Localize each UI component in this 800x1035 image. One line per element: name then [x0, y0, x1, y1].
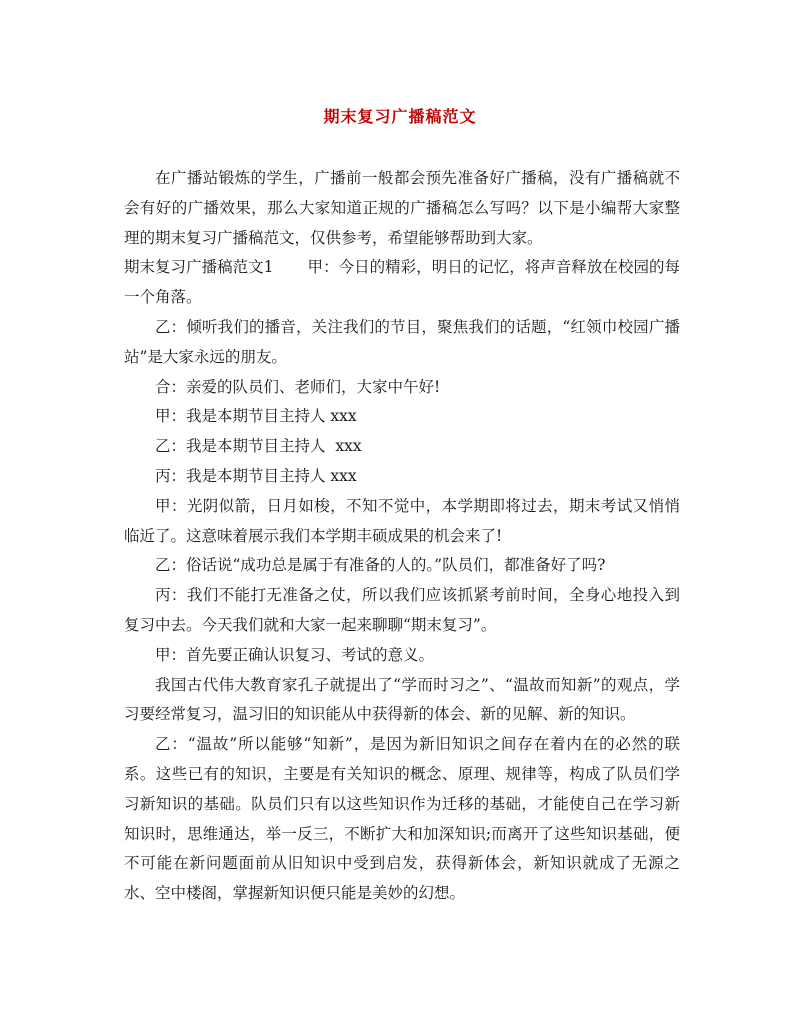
paragraph: 乙：倾听我们的播音，关注我们的节目，聚焦我们的话题，“红领巾校园广播站”是大家永远的朋友。: [124, 317, 680, 366]
paragraph: 甲：首先要正确认识复习、考试的意义。: [155, 645, 435, 664]
paragraph: 乙：“温故”所以能够“知新”，是因为新旧知识之间存在着内在的必然的联系。这些已有的知识，主要是有关知识的概念、原理、规律等，构成了队员们学习新知识的基础。队员们只有以这些知识作为迁移的基础，才能使自己在学习新知识时，思维通达，举一反三，不断扩大和加深知识;而离开了这些知识基础，便不可能在新问题面前从旧知识中受到启发，获得新体会，新知识就成了无源之水、空中楼阁，掌握新知识便只能是美妙的幻想。: [124, 735, 680, 903]
section-first-paragraph: [124, 253, 680, 313]
section-first-line: 甲：今日的精彩，明日的记忆，将声音释放在校园的每一个角落。: [124, 258, 680, 307]
paragraph: 甲：我是本期节目主持人 xxx: [155, 407, 357, 426]
paragraph: 乙：我是本期节目主持人 xxx: [155, 437, 362, 456]
paragraph: 乙：俗话说“成功总是属于有准备的人的。”队员们，都准备好了吗?: [155, 556, 606, 575]
paragraph: 甲：光阴似箭，日月如梭，不知不觉中，本学期即将过去，期末考试又悄悄临近了。这意味着展示我们本学期丰硕成果的机会来了!: [124, 496, 680, 545]
paragraph: 丙：我们不能打无准备之仗，所以我们应该抓紧考前时间，全身心地投入到复习中去。今天我们就和大家一起来聊聊“期末复习”。: [124, 586, 680, 634]
paragraph: 我国古代伟大教育家孔子就提出了“学而时习之”、“温故而知新”的观点，学习要经常复习，温习旧的知识能从中获得新的体会、新的见解、新的知识。: [124, 675, 680, 724]
document-body: [124, 164, 680, 909]
section-label: 期末复习广播稿范文1: [124, 258, 274, 277]
paragraph: 合：亲爱的队员们、老师们，大家中午好!: [155, 377, 441, 396]
page-title: 期末复习广播稿范文: [323, 107, 477, 126]
paragraph: 丙：我是本期节目主持人 xxx: [155, 466, 357, 485]
intro-paragraph: 在广播站锻炼的学生，广播前一般都会预先准备好广播稿，没有广播稿就不会有好的广播效果，那么大家知道正规的广播稿怎么写吗？以下是小编帮大家整理的期末复习广播稿范文，仅供参考，希望能够帮助到大家。: [124, 169, 680, 247]
